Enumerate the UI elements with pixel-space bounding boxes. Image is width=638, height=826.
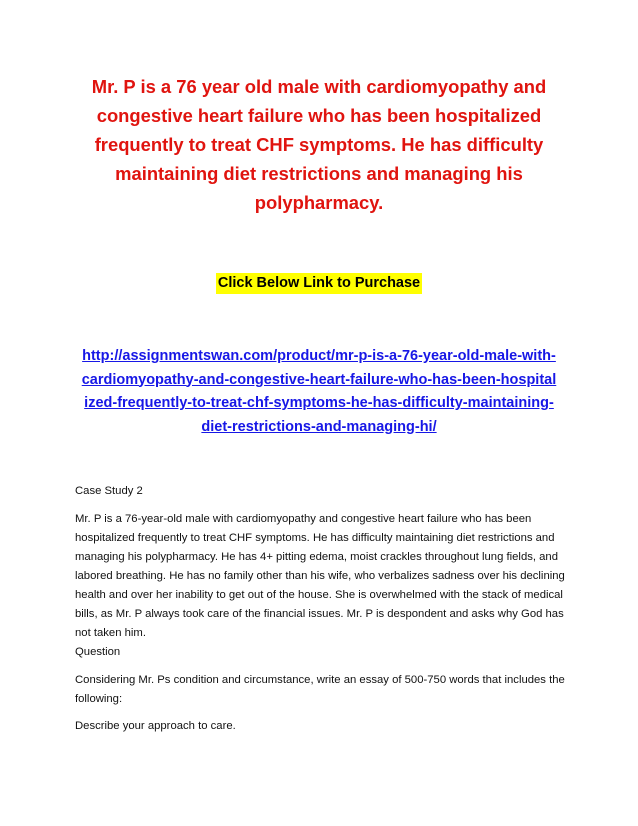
case-study-paragraph: Mr. P is a 76-year-old male with cardiomyopathy and congestive heart failure who has been hospitalized frequently to treat CHF symptoms. He has difficulty maintaining diet restrictions and managing his polypharmacy. He has 4+ pitting edema, moist crackles throughout lung fields, and labored breathing. He has no family other than his wife, who verbalizes sadness over his declining health and over her inability to get out of the house. She is overwhelmed with the stack of medical bills, as Mr. P always took care of the financial issues. Mr. P is despondent and asks why God has not taken him. <box>75 513 565 639</box>
purchase-label: Click Below Link to Purchase <box>216 273 422 294</box>
approach-to-care-line: Describe your approach to care. <box>75 720 236 732</box>
case-study-heading: Case Study 2 <box>75 485 143 497</box>
document-title: Mr. P is a 76 year old male with cardiomyopathy and congestive heart failure who has been hospitalized frequently to treat CHF symptoms. He has difficulty maintaining diet restrictions and managing his polypharmacy. <box>91 76 547 213</box>
purchase-link[interactable]: http://assignmentswan.com/product/mr-p-is-a-76-year-old-male-with-cardiomyopathy-and-congestive-heart-failure-who-has-been-hospitalized-frequently-to-treat-chf-symptoms-he-has-difficulty-maintaining-diet-restrictions-and-managing-hi/ <box>81 348 557 435</box>
question-heading: Question <box>75 646 121 658</box>
purchase-label-wrapper <box>0 273 638 294</box>
question-paragraph: Considering Mr. Ps condition and circumstance, write an essay of 500-750 words that includes the following: <box>75 674 565 705</box>
